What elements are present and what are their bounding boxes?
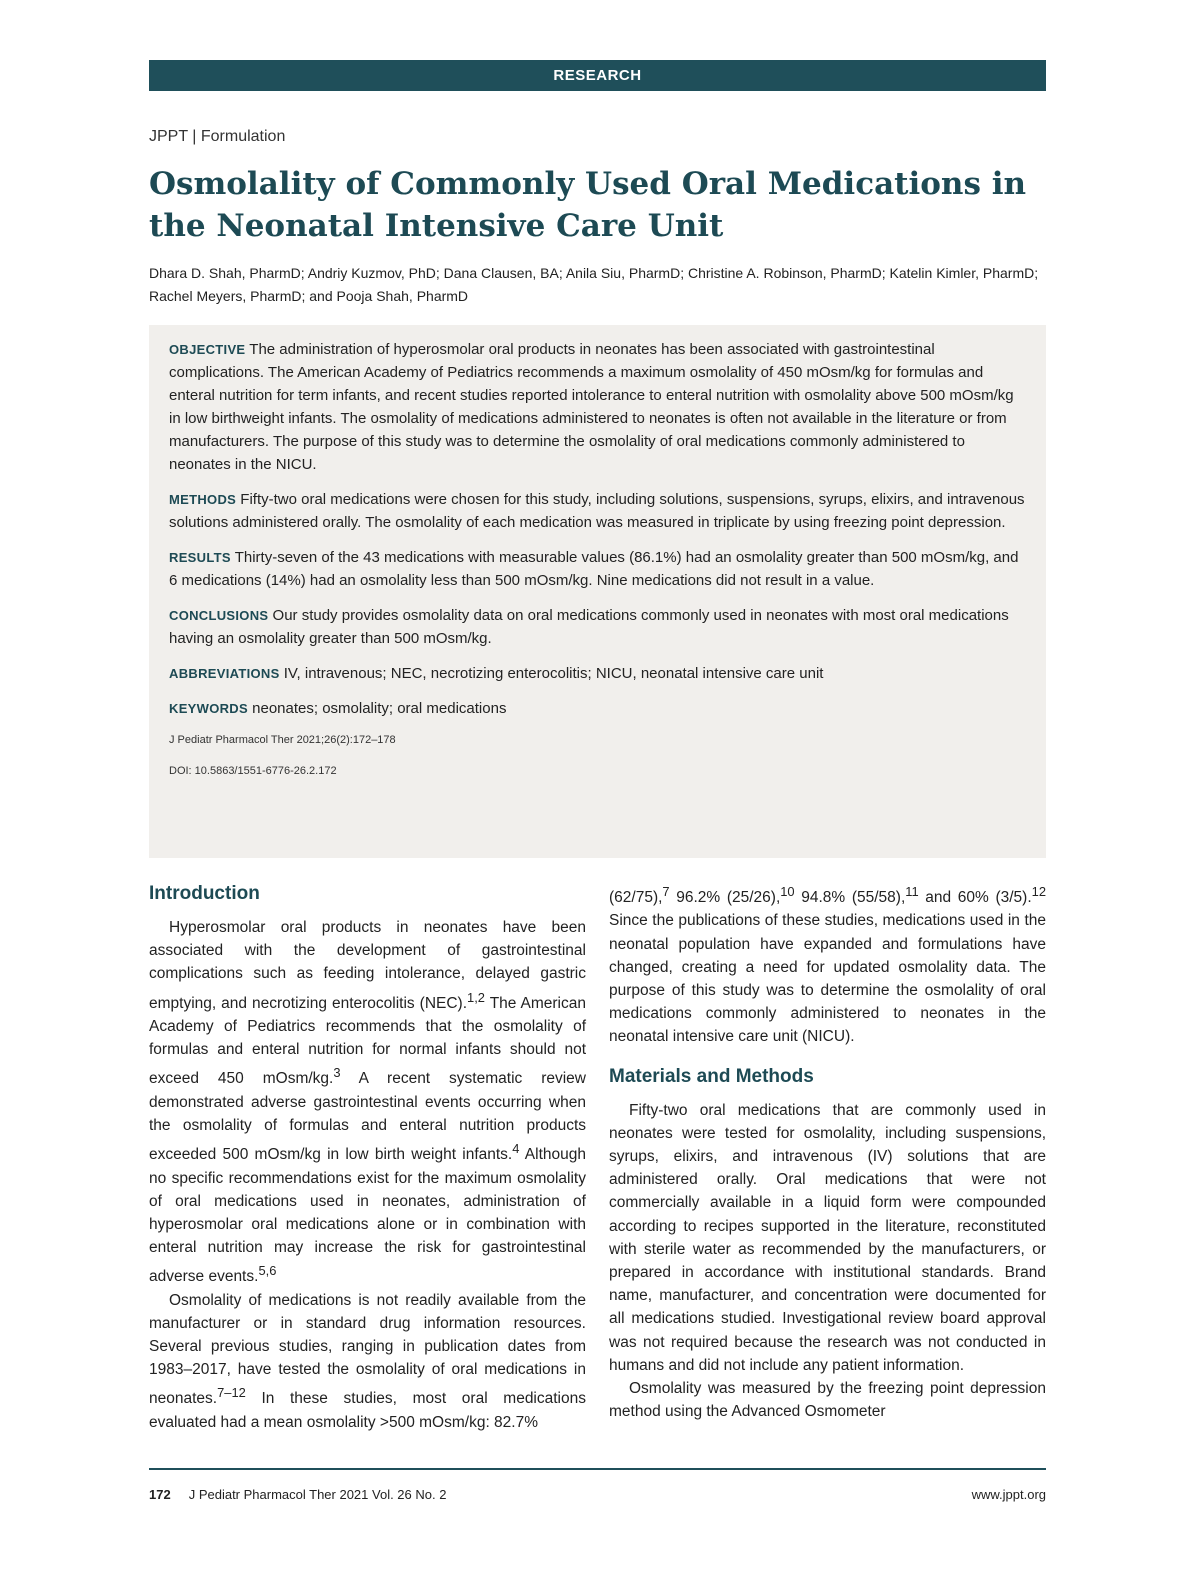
page-number: 172 xyxy=(149,1487,171,1502)
conclusions-heading: CONCLUSIONS xyxy=(169,608,269,623)
methods-paragraph-2: Osmolality was measured by the freezing point depression method using the Advanced Osmometer xyxy=(609,1380,1046,1421)
citation-ref: 4 xyxy=(512,1141,520,1157)
right-column xyxy=(609,880,1046,1423)
methods-heading: METHODS xyxy=(169,492,237,507)
methods-paragraph-1: Fifty-two oral medications that are commonly used in neonates were tested for osmolality, including suspensions, syrups, elixirs, and intravenous (IV) solutions that are administered orally. Oral medications that were not commercially available in a liquid form were compounded according to recipes supported in the literature, reconstituted with sterile water as recommended by the manufacturers, or prepared in accordance with institutional standards. Brand name, manufacturer, and concentration were documented for all medications studied. Investigational review board approval was not required because the research was not conducted in humans and did not include any patient information. xyxy=(609,1101,1046,1374)
abstract-methods xyxy=(169,488,1026,534)
journal-url[interactable]: www.jppt.org xyxy=(971,1487,1046,1502)
intro-p2-text-d: 94.8% (55/58), xyxy=(794,889,906,907)
footer-journal-info xyxy=(149,1487,446,1502)
intro-p2-text-b: In these studies, most oral medications evaluated had a mean osmolality >500 mOsm/kg: 82.7% xyxy=(149,1390,586,1431)
abstract-abbreviations xyxy=(169,662,1026,685)
abstract-results xyxy=(169,546,1026,592)
objective-text: The administration of hyperosmolar oral products in neonates has been associated with gastrointestinal complications. The American Academy of Pediatrics recommends a maximum osmolality of 450 mOsm/kg for formulas and enteral nutrition for term infants, and recent studies reported intolerance to enteral nutrition with osmolality above 500 mOsm/kg in low birthweight infants. The osmolality of medications administered to neonates is often not available in the literature or from manufacturers. The purpose of this study was to determine the osmolality of oral medications commonly administered to neonates in the NICU. xyxy=(169,341,1014,473)
conclusions-text: Our study provides osmolality data on oral medications commonly used in neonates with most oral medications having an osmolality greater than 500 mOsm/kg. xyxy=(169,607,1009,647)
intro-paragraph-2 xyxy=(149,1289,586,1434)
citation-ref: 7–12 xyxy=(217,1385,246,1401)
intro-p1-text-c: A recent systematic review demonstrated adverse gastrointestinal events occurring when the osmolality of formulas and enteral nutrition products exceeded 500 mOsm/kg in low birth weight infants. xyxy=(149,1070,586,1164)
intro-p2-text-e: and 60% (3/5). xyxy=(918,889,1032,907)
intro-p2-text-a: Osmolality of medications is not readily available from the manufacturer or in standard drug information resources. Several previous studies, ranging in publication dates from 1983–2017, have tested the osmolality of oral medications in neonates. xyxy=(149,1291,586,1408)
intro-paragraph-2-continued xyxy=(609,880,1046,1049)
methods-section-heading: Materials and Methods xyxy=(609,1065,814,1087)
footer-divider xyxy=(149,1468,1046,1470)
intro-p1-text-b: The American Academy of Pediatrics recommends that the osmolality of formulas and enteral nutrition for normal infants should not exceed 450 mOsm/kg. xyxy=(149,994,586,1088)
citation-ref: 7 xyxy=(662,884,670,899)
intro-p2-text-c: 96.2% (25/26), xyxy=(669,889,781,907)
results-heading: RESULTS xyxy=(169,550,231,565)
citation-ref: 11 xyxy=(905,884,919,899)
introduction-heading: Introduction xyxy=(149,883,260,904)
abbreviations-heading: ABBREVIATIONS xyxy=(169,666,280,681)
methods-text: Fifty-two oral medications were chosen for this study, including solutions, suspensions, syrups, elixirs, and intravenous solutions administered orally. The osmolality of each medication was measured in triplicate by using freezing point depression. xyxy=(169,491,1025,531)
citation-ref: 5,6 xyxy=(258,1263,277,1279)
citation-ref: 12 xyxy=(1031,884,1046,899)
abstract-conclusions xyxy=(169,604,1026,650)
intro-paragraph-1 xyxy=(149,916,586,1289)
journal-section-label: JPPT | Formulation xyxy=(149,128,286,145)
intro-p2-text-f: Since the publications of these studies, medications used in the neonatal population have expanded and formulations have changed, creating a need for updated osmolality data. The purpose of this study was to determine the osmolality of oral medications commonly administered to neonates in the neonatal intensive care unit (NICU). xyxy=(609,912,1046,1046)
citation-line: J Pediatr Pharmacol Ther 2021;26(2):172–178 xyxy=(169,734,396,746)
intro-p2-text-continued: (62/75), xyxy=(609,889,663,907)
left-column xyxy=(149,880,586,1434)
intro-p1-text-d: Although no specific recommendations exist for the maximum osmolality of oral medications used in neonates, administration of hyperosmolar oral medications alone or in combination with enteral nutrition may increase the risk for gastrointestinal adverse events. xyxy=(149,1146,586,1286)
citation-ref: 10 xyxy=(780,884,795,899)
section-banner: RESEARCH xyxy=(149,60,1046,91)
journal-issue: J Pediatr Pharmacol Ther 2021 Vol. 26 No. 2 xyxy=(188,1487,447,1502)
abstract-objective xyxy=(169,338,1026,476)
objective-heading: OBJECTIVE xyxy=(169,342,246,357)
citation-ref: 1,2 xyxy=(467,989,485,1005)
article-title: Osmolality of Commonly Used Oral Medications in the Neonatal Intensive Care Unit xyxy=(149,166,1027,244)
abstract-box xyxy=(149,325,1046,858)
doi-line: DOI: 10.5863/1551-6776-26.2.172 xyxy=(169,765,337,777)
abbreviations-text: IV, intravenous; NEC, necrotizing enterocolitis; NICU, neonatal intensive care unit xyxy=(283,665,824,682)
author-list: Dhara D. Shah, PharmD; Andriy Kuzmov, PhD; Dana Clausen, BA; Anila Siu, PharmD; Christine A. Robinson, PharmD; Katelin Kimler, PharmD; Rachel Meyers, PharmD; and Pooja Shah, PharmD xyxy=(149,265,1039,304)
keywords-text: neonates; osmolality; oral medications xyxy=(252,700,507,717)
keywords-heading: KEYWORDS xyxy=(169,701,248,716)
abstract-keywords xyxy=(169,697,1026,720)
results-text: Thirty-seven of the 43 medications with measurable values (86.1%) had an osmolality greater than 500 mOsm/kg, and 6 medications (14%) had an osmolality less than 500 mOsm/kg. Nine medications did not result in a value. xyxy=(169,549,1019,589)
intro-p1-text-a: Hyperosmolar oral products in neonates have been associated with the development of gastrointestinal complications such as feeding intolerance, delayed gastric emptying, and necrotizing enterocolitis (NEC). xyxy=(149,919,586,1012)
citation-ref: 3 xyxy=(333,1065,341,1081)
